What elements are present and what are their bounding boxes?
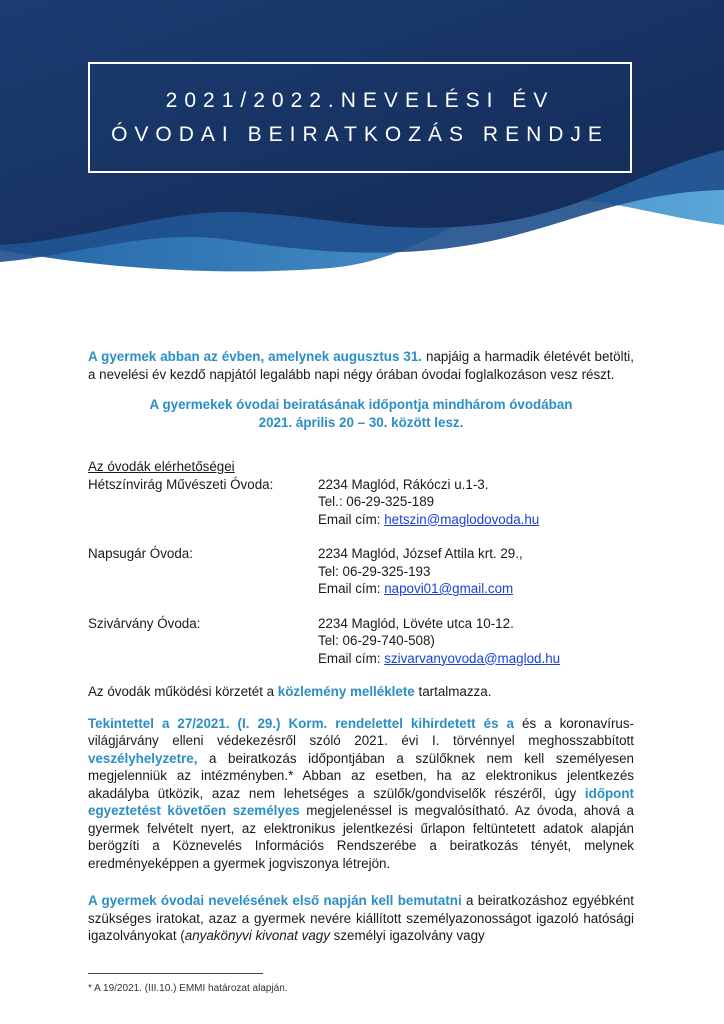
kindergarten-name: Szivárvány Óvoda: <box>88 615 201 631</box>
appointment-highlight: időpont egyeztetést követően személyes <box>88 785 634 818</box>
intro-paragraph <box>88 348 634 383</box>
email-link[interactable]: szivarvanyovoda@maglod.hu <box>384 650 561 666</box>
first-day-text-2: személyi igazolvány vagy <box>329 928 485 943</box>
first-day-highlight: A gyermek óvodai nevelésének első napján kell bemutatni <box>88 893 462 908</box>
contact-napsugar <box>88 545 634 598</box>
intro-highlight: A gyermek abban az évben, amelynek augusztus 31. <box>88 349 423 364</box>
emergency-text-1: és a koronavírus-világjárvány elleni védekezésről szóló 2021. évi I. törvénnyel meghosszabbított <box>88 715 635 748</box>
footnote: * A 19/2021. (III.10.) EMMI határozat alapján. <box>88 983 288 994</box>
title-line-1: 2021/2022.NEVELÉSI ÉV <box>165 88 555 112</box>
title-box <box>88 62 632 173</box>
emergency-text-3: megjelenéssel is megvalósítható. Az óvoda, ahová a gyermek felvételt nyert, az elektronikus jelentkezési űrlapon feltüntetett adatok alapján berögzíti a Köznevelés Információs Rendszerébe a beiratkozás tényét, melynek eredményeképpen a gyermek jogviszonya létrejön. <box>88 803 634 871</box>
emergency-text-2: a beiratkozás időpontjában a szülőknek nem kell személyesen megjelenniük az intézményben.* Abban az esetben, ha az elektronikus jelentkezés akadályba ütközik, azaz nem lehetséges a szülők/gondviselők részéről, úgy <box>88 750 634 801</box>
contact-hetszinvirag <box>88 476 634 529</box>
emergency-paragraph <box>88 715 634 873</box>
intro-rest: napjáig a harmadik életévét betölti, a nevelési év kezdő napjától legalább napi négy órában óvodai foglalkozáson vesz részt. <box>88 349 634 382</box>
enrollment-line-2: 2021. április 20 – 30. között lesz. <box>258 414 464 430</box>
kindergarten-phone: Tel.: 06-29-325-189 <box>318 494 435 509</box>
district-highlight: közlemény melléklete <box>277 684 415 699</box>
enrollment-line-1: A gyermekek óvodai beiratásának időpontja mindhárom óvodában <box>149 397 573 412</box>
kindergarten-phone: Tel: 06-29-325-193 <box>318 563 431 579</box>
contacts-title: Az óvodák elérhetőségei <box>88 459 235 474</box>
decree-highlight: Tekintettel a 27/2021. (I. 29.) Korm. rendelettel kihirdetett és a <box>88 715 514 731</box>
kindergarten-name: Hétszínvirág Művészeti Óvoda: <box>88 476 274 492</box>
document-body <box>88 348 634 945</box>
district-paragraph <box>88 683 634 701</box>
district-text-end: tartalmazza. <box>414 684 492 699</box>
enrollment-notice <box>88 396 634 431</box>
kindergarten-address: 2234 Maglód, Lövéte utca 10-12. <box>318 615 514 631</box>
email-link[interactable]: napovi01@gmail.com <box>384 581 514 596</box>
footnote-divider <box>88 973 263 974</box>
email-link[interactable]: hetszin@maglodovoda.hu <box>384 511 540 527</box>
emergency-highlight: veszélyhelyzetre, <box>88 750 198 766</box>
contact-szivarvany <box>88 615 634 668</box>
first-day-paragraph <box>88 892 634 945</box>
first-day-italic: anyakönyvi kivonat vagy <box>184 928 330 943</box>
title-line-2: ÓVODAI BEIRATKOZÁS RENDJE <box>111 122 609 146</box>
kindergarten-phone: Tel: 06-29-740-508) <box>318 633 435 648</box>
kindergarten-address: 2234 Maglód, József Attila krt. 29., <box>318 546 523 561</box>
kindergarten-address: 2234 Maglód, Rákóczi u.1-3. <box>318 476 489 492</box>
kindergarten-name: Napsugár Óvoda: <box>88 546 193 561</box>
email-label: Email cím: <box>318 511 385 527</box>
email-label: Email cím: <box>318 581 385 596</box>
first-day-text-1: a beiratkozáshoz egyébként szükséges iratokat, azaz a gyermek nevére kiállított személyazonosságot igazoló hatósági igazolványokat ( <box>88 893 634 943</box>
district-text: Az óvodák működési körzetét a <box>88 684 278 699</box>
email-label: Email cím: <box>318 650 385 666</box>
